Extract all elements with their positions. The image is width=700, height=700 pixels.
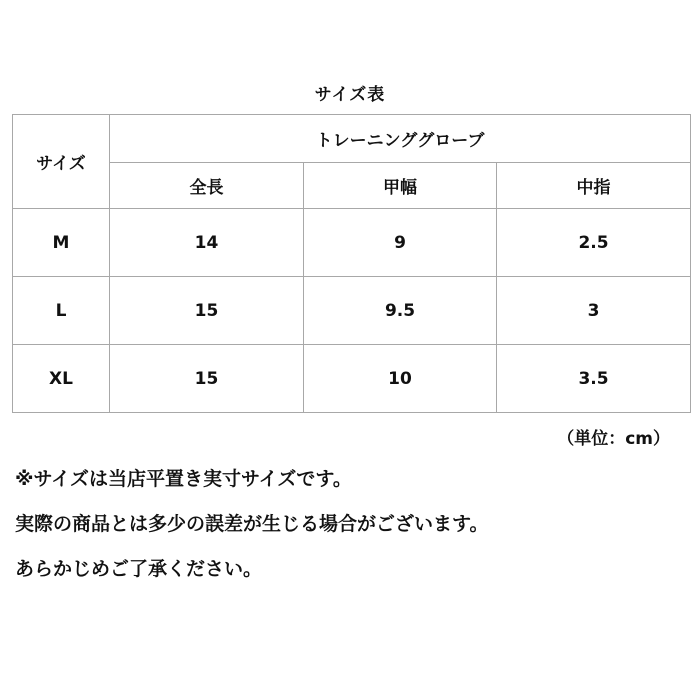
- table-cell: 9: [304, 209, 497, 277]
- table-cell: 2.5: [497, 209, 691, 277]
- table-cell: 14: [110, 209, 304, 277]
- product-group-header: トレーニンググローブ: [110, 115, 691, 163]
- table-row: [13, 209, 691, 277]
- table-cell: 3: [497, 277, 691, 345]
- size-table: [12, 114, 691, 413]
- table-subheader-row: [13, 163, 691, 209]
- size-label: L: [13, 277, 110, 345]
- table-cell: 15: [110, 277, 304, 345]
- column-header-back-width: 甲幅: [304, 163, 497, 209]
- size-column-header: サイズ: [13, 115, 110, 209]
- table-row: [13, 345, 691, 413]
- table-cell: 15: [110, 345, 304, 413]
- size-chart-title: サイズ表: [314, 85, 386, 105]
- table-header-row: [13, 115, 691, 163]
- note-line: 実際の商品とは多少の誤差が生じる場合がございます。: [15, 513, 489, 535]
- note-line: あらかじめご了承ください。: [15, 558, 263, 580]
- table-cell: 9.5: [304, 277, 497, 345]
- size-label: XL: [13, 345, 110, 413]
- table-cell: 10: [304, 345, 497, 413]
- table-cell: 3.5: [497, 345, 691, 413]
- table-row: [13, 277, 691, 345]
- notes-block: [15, 470, 695, 605]
- note-line: ※サイズは当店平置き実寸サイズです。: [15, 468, 352, 490]
- unit-note: （単位：cm）: [557, 429, 670, 449]
- column-header-total-length: 全長: [110, 163, 304, 209]
- size-label: M: [13, 209, 110, 277]
- column-header-middle-finger: 中指: [497, 163, 691, 209]
